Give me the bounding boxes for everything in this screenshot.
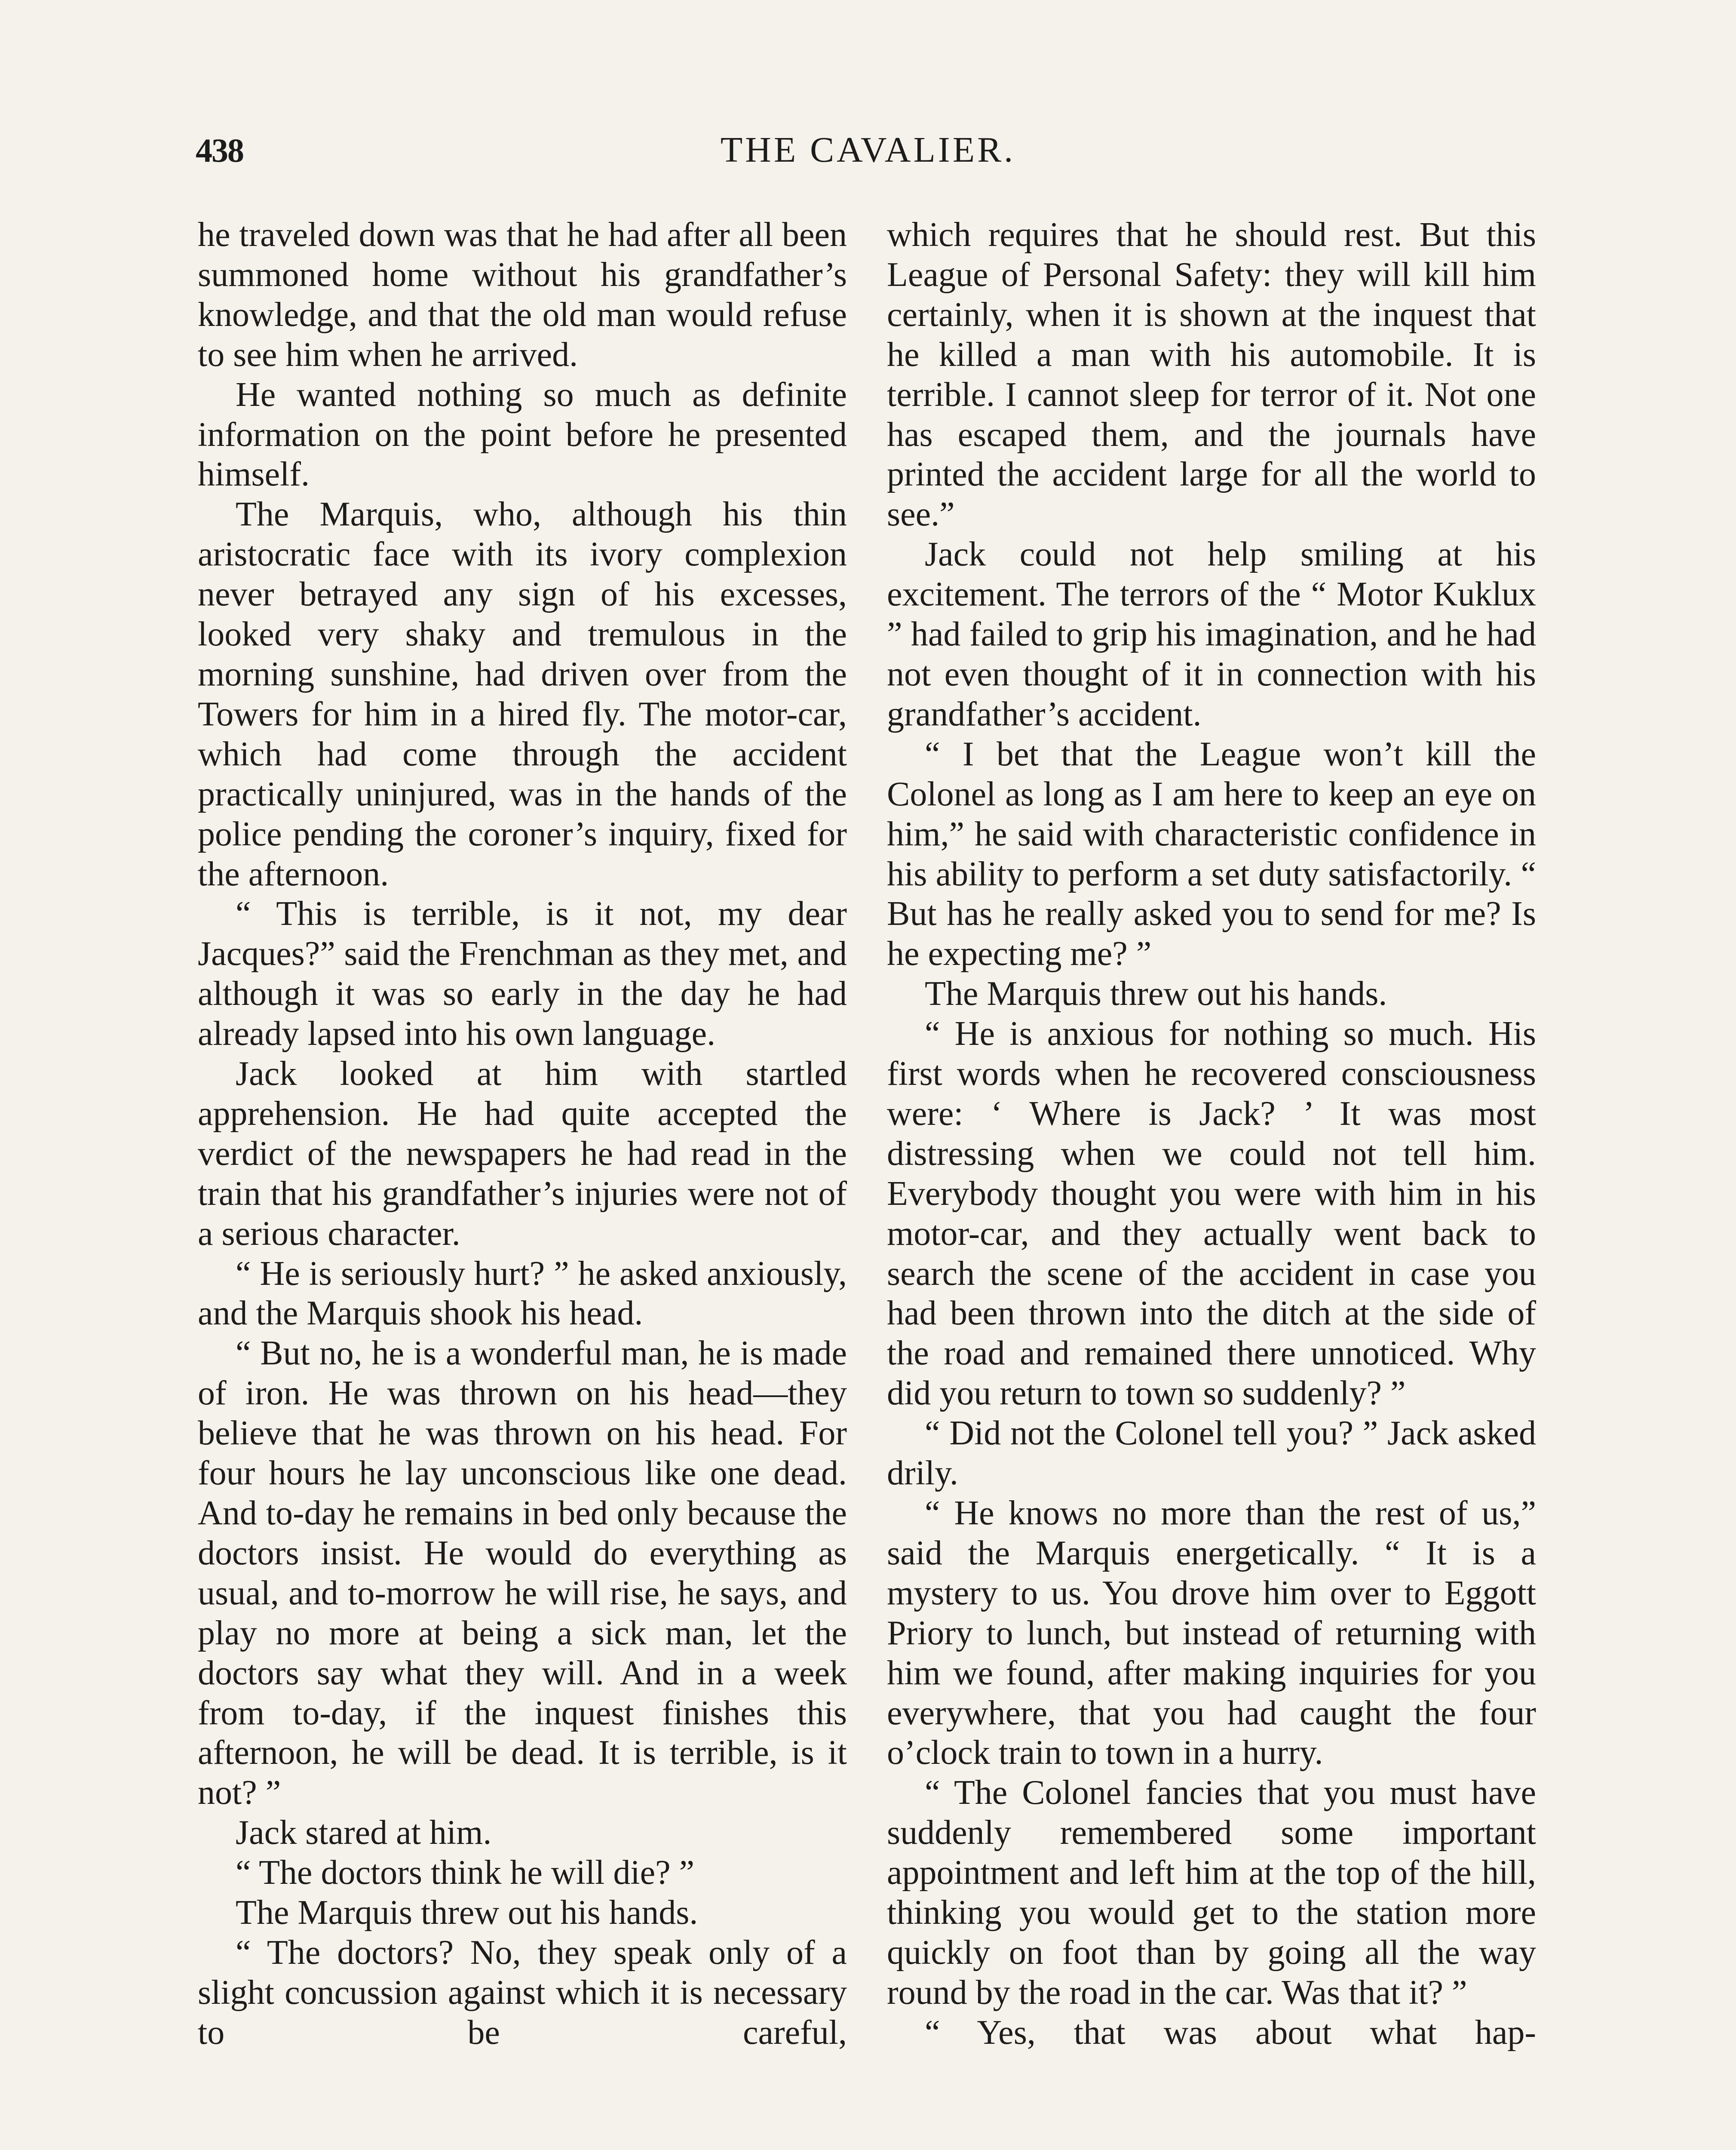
- paragraph: “ Yes, that was about what hap-: [925, 2013, 1536, 2052]
- paragraph: The Marquis threw out his hands.: [236, 1894, 698, 1932]
- paragraph: “ He is anxious for nothing so much. His first words when he recovered consciousness were: ‘ Where is Jack? ’ It was most distressing when we could not tell him. Everybody thought you were with him in his motor-car, and they actually went back to search the scene of the accident in case you had been thrown into the ditch at the side of the road and remained there unnoticed. Why did you return to town so suddenly? ”: [887, 1015, 1536, 1413]
- paragraph: Jack looked at him with startled apprehension. He had quite accepted the verdict of the newspapers he had read in the train that his grandfather’s injuries were not of a serious character.: [198, 1055, 847, 1253]
- paragraph: Jack stared at him.: [236, 1814, 492, 1852]
- paragraph: He wanted nothing so much as definite information on the point before he presented himself.: [198, 375, 847, 494]
- left-column: [198, 215, 847, 2053]
- paragraph: Jack could not help smiling at his excitement. The terrors of the “ Motor Kuklux ” had failed to grip his imagination, and he had not even thought of it in connection with his grandfather’s accident.: [887, 535, 1536, 733]
- right-column: [887, 215, 1536, 2053]
- paragraph: which requires that he should rest. But this League of Personal Safety: they will kill him certainly, when it is shown at the inquest that he killed a man with his automobile. It is terrible. I cannot sleep for terror of it. Not one has escaped them, and the journals have printed the accident large for all the world to see.”: [887, 216, 1536, 534]
- paragraph: “ The doctors think he will die? ”: [236, 1854, 695, 1892]
- paragraph: “ He is seriously hurt? ” he asked anxiously, and the Marquis shook his head.: [198, 1254, 847, 1333]
- paragraph: “ But no, he is a wonderful man, he is made of iron. He was thrown on his head—they believe that he was thrown on his head. For four hours he lay unconscious like one dead. And to-day he remains in bed only because the doctors insist. He would do everything as usual, and to-morrow he will rise, he says, and play no more at being a sick man, let the doctors say what they will. And in a week from to-day, if the inquest finishes this afternoon, he will be dead. It is terrible, is it not? ”: [198, 1334, 847, 1812]
- paragraph: “ The doctors? No, they speak only of a slight concussion against which it is necessary to be careful,: [198, 1933, 847, 2052]
- paragraph: “ The Colonel fancies that you must have suddenly remembered some important appointment and left him at the top of the hill, thinking you would get to the station more quickly on foot than by going all the way round by the road in the car. Was that it? ”: [887, 1774, 1536, 2012]
- paragraph: The Marquis, who, although his thin aristocratic face with its ivory complexion never betrayed any sign of his excesses, looked very shaky and tremulous in the morning sunshine, had driven over from the Towers for him in a hired fly. The motor-car, which had come through the accident practically uninjured, was in the hands of the police pending the coroner’s inquiry, fixed for the afternoon.: [198, 495, 847, 893]
- paragraph: “ This is terrible, is it not, my dear Jacques?” said the Frenchman as they met, and although it was so early in the day he had already lapsed into his own language.: [198, 895, 847, 1053]
- page-number: 438: [196, 132, 243, 169]
- paragraph: “ He knows no more than the rest of us,” said the Marquis energetically. “ It is a mystery to us. You drove him over to Eggott Priory to lunch, but instead of returning with him we found, after making inquiries for you everywhere, that you had caught the four o’clock train to town in a hurry.: [887, 1494, 1536, 1772]
- paragraph: he traveled down was that he had after all been summoned home without his grandfather’s knowledge, and that the old man would refuse to see him when he arrived.: [198, 216, 847, 374]
- running-title: THE CAVALIER.: [720, 130, 1016, 170]
- paragraph: “ Did not the Colonel tell you? ” Jack asked drily.: [887, 1414, 1536, 1493]
- paragraph: The Marquis threw out his hands.: [925, 975, 1387, 1013]
- paragraph: “ I bet that the League won’t kill the Colonel as long as I am here to keep an eye on him,” he said with characteristic confidence in his ability to perform a set duty satisfactorily. “ But has he really asked you to send for me? Is he expecting me? ”: [887, 735, 1536, 973]
